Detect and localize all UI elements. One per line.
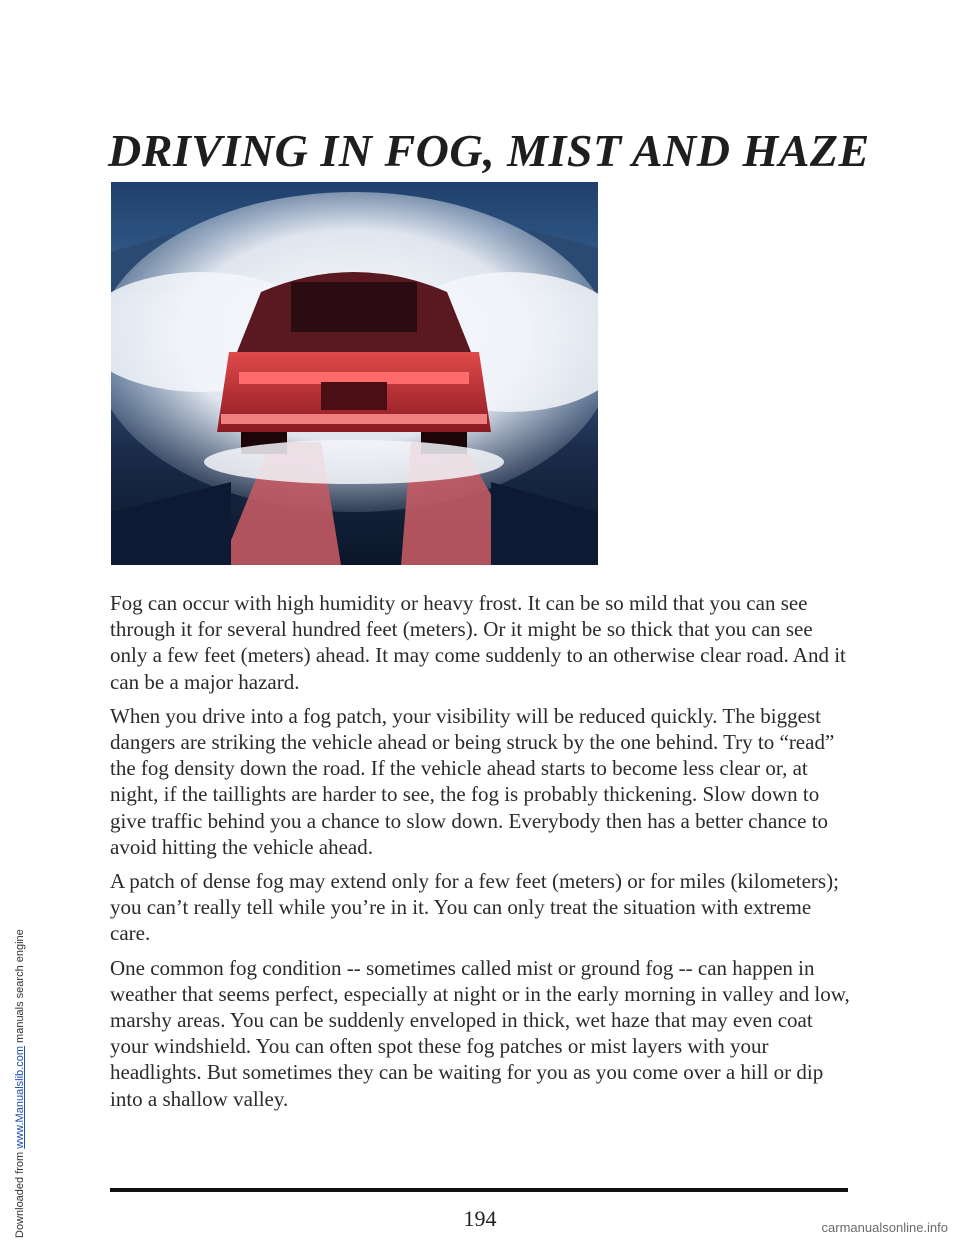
paragraph-1: Fog can occur with high humidity or heavy frost. It can be so mild that you can see through it for several hundred feet (meters). Or it might be so thick that you can see only a few feet (meters) ahead. It may come suddenly to an otherwise clear road. And it can be a major hazard.: [110, 591, 846, 694]
footer-rule: [110, 1188, 848, 1192]
side-banner: [0, 0, 26, 1242]
side-banner-prefix: Downloaded from: [14, 1148, 26, 1238]
body-text: [110, 590, 850, 1120]
side-banner-suffix: manuals search engine: [14, 929, 26, 1047]
watermark: carmanualsonline.info: [821, 1220, 948, 1235]
fog-car-photo: [111, 182, 598, 565]
paragraph-4: One common fog condition -- sometimes called mist or ground fog -- can happen in weather that seems perfect, especially at night or in the early morning in valley and low, marshy areas. You can be suddenly enveloped in thick, wet haze that may even coat your windshield. You can often spot these fog patches or mist layers with your headlights. But sometimes they can be waiting for you as you come over a hill or dip into a shallow valley.: [110, 955, 850, 1111]
side-banner-text: [14, 929, 26, 1238]
manualslib-link[interactable]: www.Manualslib.com: [14, 1046, 26, 1149]
paragraph-3: A patch of dense fog may extend only for a few feet (meters) or for miles (kilometers); you can’t really tell while you’re in it. You can only treat the situation with extreme care.: [110, 869, 839, 946]
paragraph-2: When you drive into a fog patch, your visibility will be reduced quickly. The biggest dangers are striking the vehicle ahead or being struck by the one behind. Try to “read” the fog density down the road. If the vehicle ahead starts to become less clear or, at night, if the taillights are harder to see, the fog is probably thickening. Slow down to give traffic behind you a chance to slow down. Everybody then has a better chance to avoid hitting the vehicle ahead.: [110, 703, 835, 859]
page-title: DRIVING IN FOG, MIST AND HAZE: [108, 125, 870, 176]
page-number: 194: [463, 1206, 497, 1231]
